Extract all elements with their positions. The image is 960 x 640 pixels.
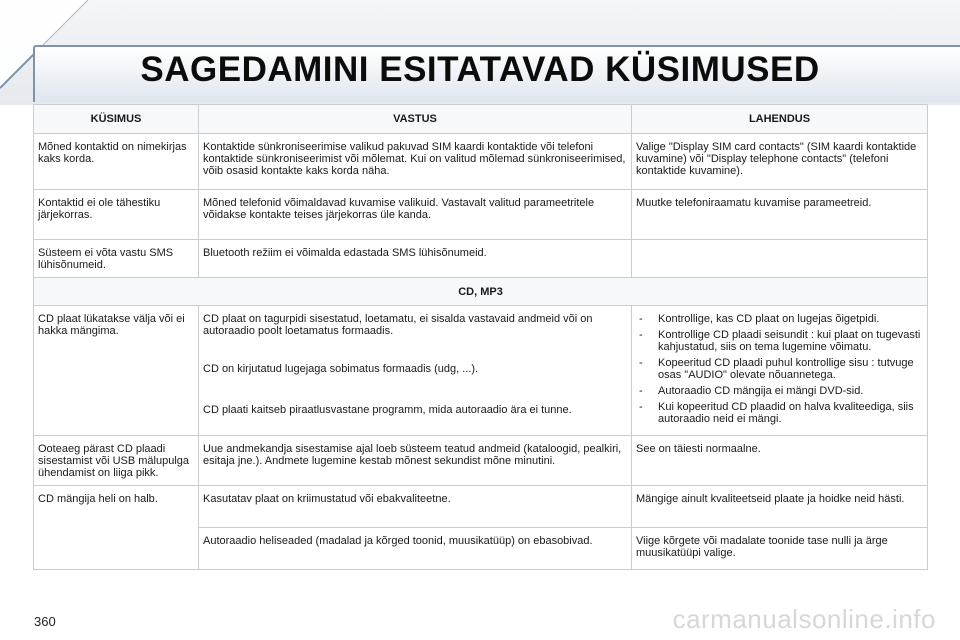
answer-cell: Mõned telefonid võimaldavad kuvamise valikuid. Vastavalt valitud parameetritele võidakse kontakte teises järjekorras üle kanda.: [199, 190, 632, 240]
answer-cell: Kasutatav plaat on kriimustatud või ebakvaliteetne.: [199, 486, 632, 528]
question-cell: Kontaktid ei ole tähestiku järjekorras.: [34, 190, 199, 240]
solution-item: - Kontrollige, kas CD plaat on lugejas õigetpidi.: [636, 313, 923, 325]
watermark: carmanualsonline.info: [672, 604, 936, 634]
solution-cell: [632, 306, 928, 436]
question-cell: CD plaat lükatakse välja või ei hakka mängima.: [34, 306, 199, 436]
page-number: 360: [34, 614, 56, 629]
question-cell: Mõned kontaktid on nimekirjas kaks korda.: [34, 134, 199, 190]
question-cell: Ooteaeg pärast CD plaadi sisestamist või USB mälupulga ühendamist on liiga pikk.: [34, 436, 199, 486]
table-row: [34, 486, 928, 528]
answer-cell: [199, 306, 632, 436]
answer-cell: Bluetooth režiim ei võimalda edastada SMS lühisõnumeid.: [199, 240, 632, 278]
solution-item: - Autoraadio CD mängija ei mängi DVD-sid.: [636, 385, 923, 397]
table-row: [34, 190, 928, 240]
table-row: [34, 306, 928, 436]
question-cell: Süsteem ei võta vastu SMS lühisõnumeid.: [34, 240, 199, 278]
answer-text: CD on kirjutatud lugejaga sobimatus formaadis (udg, ...).: [203, 363, 479, 375]
answer-text: CD plaat on tagurpidi sisestatud, loetamatu, ei sisalda vastavaid andmeid või on autoraadio poolt loetamatus formaadis.: [203, 313, 593, 337]
column-header-answer: VASTUS: [199, 105, 632, 134]
solution-cell: Muutke telefoniraamatu kuvamise parameetreid.: [632, 190, 928, 240]
page-title: SAGEDAMINI ESITATAVAD KÜSIMUSED: [140, 50, 820, 89]
section-title-cd-mp3: CD, MP3: [34, 278, 928, 306]
section-row: [34, 278, 928, 306]
answer-cell: Kontaktide sünkroniseerimise valikud pakuvad SIM kaardi kontaktide või telefoni kontaktide sünkroniseerimist või mõlemat. Kui on valitud mõlemad sünkroniseerimised, võib osasid kontakte kaks korda näha.: [199, 134, 632, 190]
table-row: [34, 436, 928, 486]
solution-item: - Kontrollige CD plaadi seisundit : kui plaat on tugevasti kahjustatud, siis on tema lugemine võimatu.: [636, 329, 923, 353]
solution-cell: Viige kõrgete või madalate toonide tase nulli ja ärge muusikatüüpi valige.: [632, 528, 928, 570]
solution-list: [636, 313, 923, 425]
column-header-solution: LAHENDUS: [632, 105, 928, 134]
table-header-row: [34, 105, 928, 134]
solution-cell: Mängige ainult kvaliteetseid plaate ja hoidke neid hästi.: [632, 486, 928, 528]
column-header-question: KÜSIMUS: [34, 105, 199, 134]
table-row: [34, 240, 928, 278]
answer-text: CD plaati kaitseb piraatlusvastane programm, mida autoraadio ära ei tunne.: [203, 404, 572, 416]
solution-cell: See on täiesti normaalne.: [632, 436, 928, 486]
solution-cell: Valige "Display SIM card contacts" (SIM kaardi kontaktide kuvamine) või "Display telephone contacts" (telefoni kontaktide kuvamine).: [632, 134, 928, 190]
solution-item: - Kopeeritud CD plaadi puhul kontrollige sisu : tutvuge osas "AUDIO" olevate nõuannetega.: [636, 357, 923, 381]
table-row: [34, 134, 928, 190]
spacer: [203, 337, 627, 363]
question-cell: CD mängija heli on halb.: [34, 486, 199, 570]
solution-item: - Kui kopeeritud CD plaadid on halva kvaliteediga, siis autoraadio neid ei mängi.: [636, 401, 923, 425]
faq-table: [33, 104, 928, 570]
solution-cell: [632, 240, 928, 278]
answer-cell: Uue andmekandja sisestamise ajal loeb süsteem teatud andmeid (kataloogid, pealkiri, esitaja jne.). Andmete lugemine kestab mõnest sekundist mõne minutini.: [199, 436, 632, 486]
answer-cell: Autoraadio heliseaded (madalad ja kõrged toonid, muusikatüüp) on ebasobivad.: [199, 528, 632, 570]
spacer: [203, 375, 627, 404]
